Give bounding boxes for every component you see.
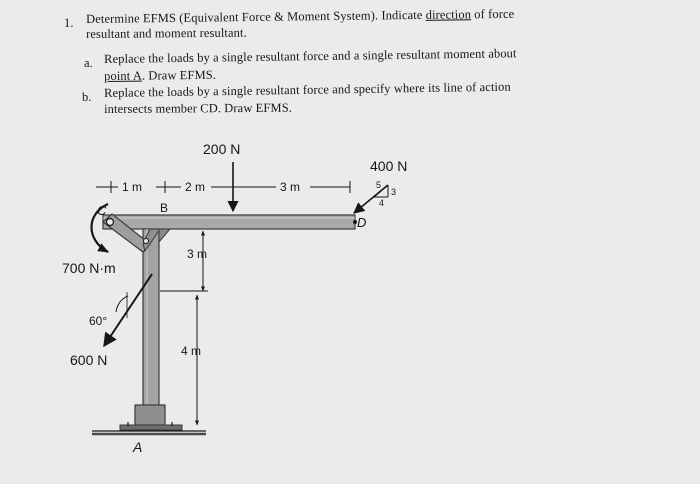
slope-3: 3 <box>391 187 397 197</box>
part-b-marker: b. <box>82 90 92 104</box>
dim-3m-vert: 3 m <box>187 247 208 261</box>
label-d: D <box>357 215 367 230</box>
angle-60-label: 60° <box>89 314 108 328</box>
problem-line-1-end: of force <box>470 6 515 22</box>
direction-underlined: direction <box>425 7 472 22</box>
dim-3m-top: 3 m <box>280 180 301 194</box>
part-b-line-2: intersects member CD. Draw EFMS. <box>104 100 292 116</box>
slope-4: 4 <box>379 198 385 208</box>
problem-line-1-text: Determine EFMS (Equivalent Force & Moment System). Indicate <box>86 7 426 26</box>
label-a: A <box>133 439 143 455</box>
label-c: C <box>97 203 107 218</box>
load-400-label: 400 N <box>370 158 408 174</box>
label-b: B <box>160 201 169 215</box>
column-ab <box>143 229 159 412</box>
moment-label: 700 N·m <box>62 260 116 276</box>
dim-4m: 4 m <box>181 344 202 358</box>
dim-1m: 1 m <box>122 180 143 194</box>
part-a-marker: a. <box>84 56 93 70</box>
member-cd <box>103 215 357 229</box>
slope-5: 5 <box>376 180 382 190</box>
part-a-line-1: Replace the loads by a single resultant force and a single resultant moment about <box>104 46 517 66</box>
angle-60-arc <box>116 296 128 312</box>
part-a-line-2-end: . Draw EFMS. <box>141 67 217 83</box>
load-200-label: 200 N <box>203 141 241 157</box>
problem-line-2: resultant and moment resultant. <box>86 25 247 41</box>
pin-c <box>107 219 114 226</box>
point-a-underlined: point A <box>104 68 143 83</box>
gusset-b <box>159 229 170 242</box>
load-600-label: 600 N <box>70 352 108 368</box>
dim-2m: 2 m <box>185 180 206 194</box>
base-support-a <box>92 405 206 434</box>
part-b-line-1: Replace the loads by a single resultant force and specify where its line of action <box>104 79 511 100</box>
problem-number: 1. <box>64 16 74 30</box>
